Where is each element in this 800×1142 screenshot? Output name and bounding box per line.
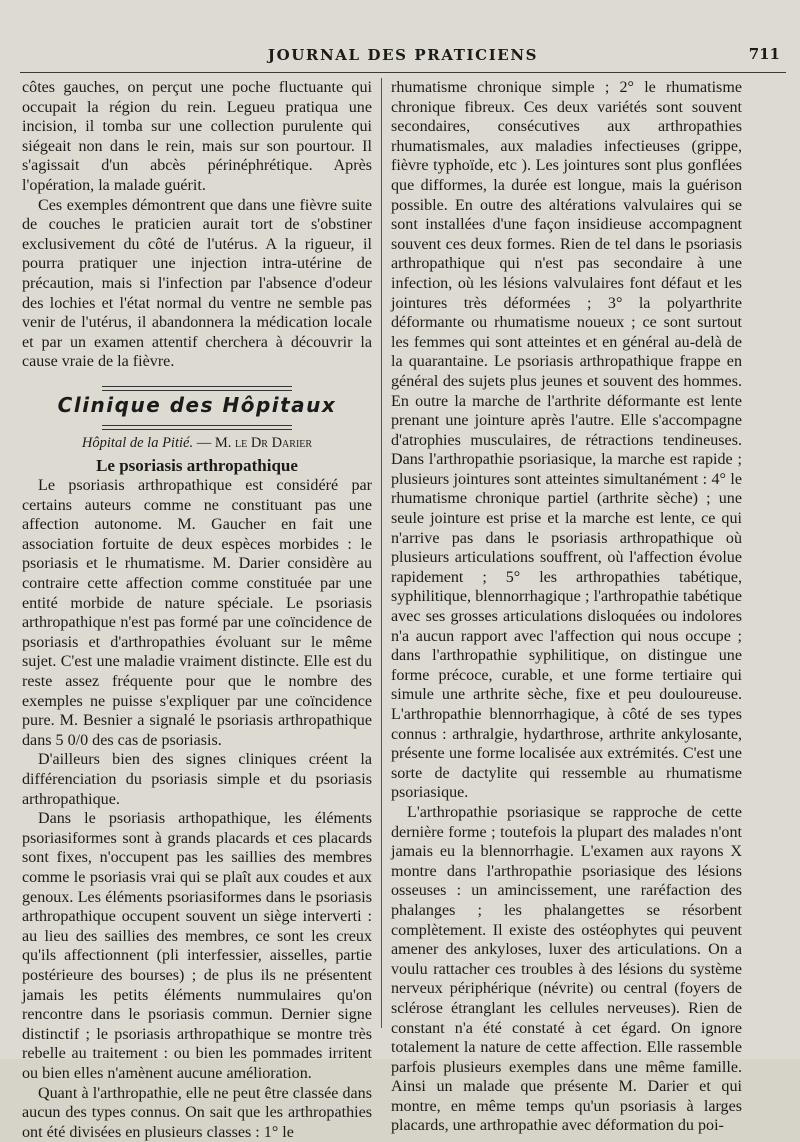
column-divider: [381, 78, 382, 1028]
page-number: 711: [749, 45, 780, 63]
paragraph-4: Quant à l'arthropathie, elle ne peut être classée dans aucun des types connus. On sait que les arthropathies ont été divisées en plusieurs classes : 1° le: [22, 1084, 372, 1142]
hospital-dash: —: [193, 435, 215, 451]
paragraph-1: Le psoriasis arthropathique est considéré par certains auteurs comme ne constituant pas une affection autonome. M. Gaucher en fait une association fortuite de deux espèces morbides : le psoriasis et le rhumatisme. M. Darier considère au contraire cette affection comme constituée par une entité morbide de nature spéciale. Le psoriasis arthropathique n'est pas formé par une coïncidence de psoriasis et d'arthropathies évoluant sur le même sujet. C'est une maladie vraiment distincte. Elle est du reste assez fréquente pour que le nombre des exemples ne puisse s'expliquer par une coïncidence pure. M. Besnier a signalé le psoriasis arthropathique dans 5 0/0 des cas de psoriasis.: [22, 476, 372, 750]
running-header: [20, 42, 786, 73]
left-column: [22, 78, 372, 1142]
paragraph-2: D'ailleurs bien des signes cliniques créent la différenciation du psoriasis simple et du psoriasis arthropathique.: [22, 750, 372, 809]
paragraph-continued: côtes gauches, on perçut une poche fluctuante qui occupait la région du rein. Legueu pratiqua une incision, il tomba sur une collection purulente qui siégeait non dans le rein, mais sur son pourtour. Il s'agissait d'un abcès périnéphrétique. Après l'opération, la malade guérit.: [22, 78, 372, 196]
section-heading: [22, 386, 372, 430]
heading-rule-bottom: [102, 425, 292, 430]
paragraph-examples: Ces exemples démontrent que dans une fièvre suite de couches le praticien aurait tort de s'obstiner exclusivement du côté de l'utérus. A la rigueur, il pourra pratiquer une injection intra-utérine de précaution, mais si l'infection par l'absence d'odeur des lochies et l'état normal du ventre ne semble pas venir de l'utérus, il abandonnera la médication locale et par un examen attentif cherchera à découvrir la cause vraie de la fièvre.: [22, 196, 372, 372]
heading-rule-top: [102, 386, 292, 391]
journal-title: JOURNAL DES PRATICIENS: [20, 46, 786, 64]
article-title: Le psoriasis arthropathique: [22, 456, 372, 476]
hospital-name: Hôpital de la Pitié.: [82, 435, 193, 451]
hospital-line: [22, 434, 372, 454]
paragraph-next: L'arthropathie psoriasique se rapproche de cette dernière forme ; toutefois la plupart des malades n'ont jamais eu la blennorrhagie. L'examen aux rayons X montre dans l'arthropathie psoriasique des lésions osseuses : un amincissement, une raréfaction des phalanges ; les phalangettes se résorbent complètement. Il existe des ostéophytes qui peuvent amener des ankyloses, luxer des articulations. On a voulu rattacher ces troubles à des lésions du système nerveux périphérique (névrite) ou central (foyers de sclérose étranglant les cellules nerveuses). Rien de constant n'a été constaté à cet égard. On ignore totalement la nature de cette affection. Elle rassemble parfois plusieurs exemples dans une même famille. Ainsi un malade que présente M. Darier et qui montre, en même temps qu'un psoriasis à larges placards, une arthropathie avec déformation du poi-: [391, 803, 742, 1136]
paragraph-continued-right: rhumatisme chronique simple ; 2° le rhumatisme chronique fibreux. Ces deux variétés sont souvent secondaires, consécutives aux arthropathies rhumatismales, aux maladies infectieuses (grippe, fièvre typhoïde, etc ). Les jointures sont plus gonflées que difformes, la durée est longue, mais la guérison possible. En outre des altérations valvulaires qui se sont installées d'une façon insidieuse accompagnent souvent ces deux formes. Rien de tel dans le psoriasis arthropathique qui n'est pas secondaire à une infection, où les lésions valvulaires font défaut et les jointures très déformées ; 3° la polyarthrite déformante ou rhumatisme noueux ; ce sont surtout les femmes qui sont atteintes et en général au-delà de la quarantaine. Le psoriasis arthropathique frappe en général des sujets plus jeunes et souvent des hommes. En outre la marche de l'arthrite déformante est lente prenant une jointure après l'autre. Elle s'accompagne d'atrophies musculaires, de rétractions tendineuses. Dans l'arthropathie psoriasique, la marche est rapide ; plusieurs jointures sont atteintes simultanément : 4° le rhumatisme chronique partiel (arthrite sèche) ; une seule jointure est prise et la marche est lente, ce qui n'arrive pas dans le psoriasis arthropathique où plusieurs articulations souffrent, où l'affection évolue rapidement ; 5° les arthropathies tabétique, syphilitique, blennorrhagique ; l'arthropathie tabétique avec ses grosses articulations disloquées ou indolores n'a aucun rapport avec l'affection qui nous occupe ; dans l'arthropathie syphilitique, on distingue une forme précoce, curable, et une forme tertiaire qui simule une arthrite sèche, fixe et peu douloureuse. L'arthropathie blennorrhagique, à côté de ses types connus : arthralgie, hydarthrose, arthrite ankylosante, présente une forme localisée aux extrémités. C'est une sorte de dactylite qui ressemble au rhumatisme psoriasique.: [391, 78, 742, 803]
paragraph-3: Dans le psoriasis arthopathique, les éléments psoriasiformes sont à grands placards et ces placards sont fixes, n'occupent pas les saillies des membres comme le psoriasis vrai qui se plaît aux coudes et aux genoux. Les éléments psoriasiformes dans le psoriasis arthropathique occupent souvent un siège interverti : au lieu des saillies des membres, ce sont les creux qu'ils affectionnent (pli interfessier, aisselles, partie postérieure des bourses) ; de plus ils ne présentent jamais les petits éléments nummulaires qu'on rencontre dans le psoriasis commun. Dernier signe distinctif ; le psoriasis arthropathique se montre très rebelle au traitement : ou bien les pommades irritent ou bien elles n'amènent aucune amélioration.: [22, 809, 372, 1083]
section-title: Clinique des Hôpitaux: [22, 396, 372, 416]
hospital-doctor: M. le Dr Darier: [215, 435, 312, 451]
right-column: [391, 78, 742, 1136]
